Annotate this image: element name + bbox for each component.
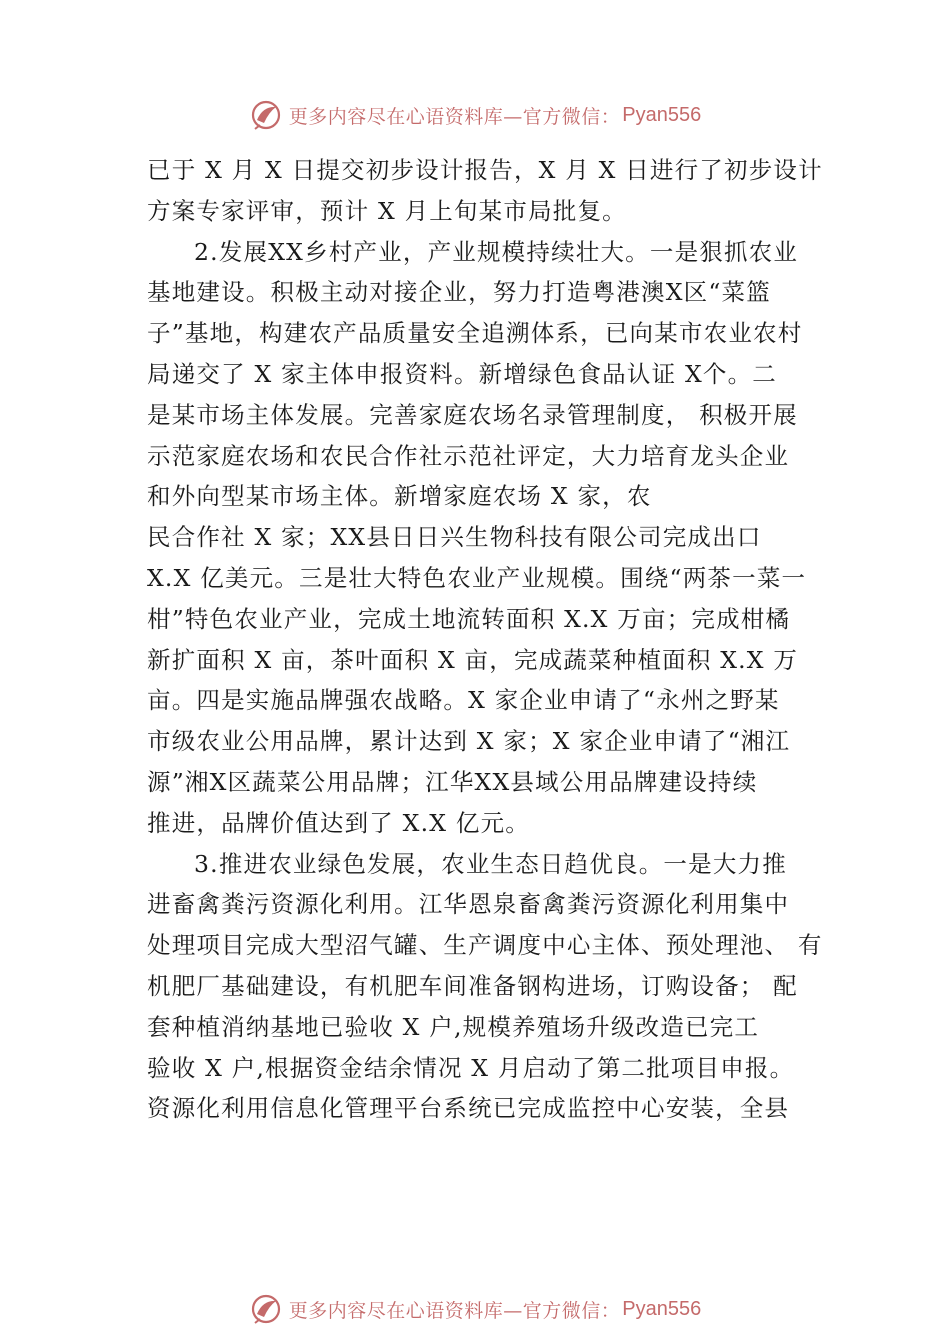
text-line: 进畜禽粪污资源化利用。江华恩泉畜禽粪污资源化利用集中 bbox=[147, 890, 790, 919]
text-line: 和外向型某市场主体。新增家庭农场 X 家，农 bbox=[147, 482, 652, 511]
text-line: 处理项目完成大型沼气罐、生产调度中心主体、预处理池、 有 bbox=[147, 931, 823, 960]
watermark-text: 更多内容尽在心语资料库—官方微信： bbox=[288, 1299, 621, 1322]
text-line: 资源化利用信息化管理平台系统已完成监控中心安装，全县 bbox=[147, 1094, 790, 1123]
text-line: 机肥厂基础建设，有机肥车间准备钢构进场，订购设备； 配 bbox=[147, 971, 798, 1000]
text-line: 柑”特色农业产业，完成土地流转面积 X.X 万亩；完成柑橘 bbox=[147, 604, 791, 633]
text-line: X.X 亿美元。三是壮大特色农业产业规模。围绕“两茶一菜一 bbox=[147, 563, 807, 592]
text-line: 市级农业公用品牌，累计达到 X 家；X 家企业申请了“湘江 bbox=[147, 727, 791, 756]
text-line: 基地建设。积极主动对接企业，努力打造粤港澳X区“菜篮 bbox=[147, 278, 771, 307]
text-line: 已于 X 月 X 日提交初步设计报告，X 月 X 日进行了初步设计 bbox=[147, 156, 823, 184]
text-line: 示范家庭农场和农民合作社示范社评定，大力培育龙头企业 bbox=[147, 441, 790, 470]
text-line: 民合作社 X 家；XX县日日兴生物科技有限公司完成出口 bbox=[147, 523, 762, 552]
watermark-wechat-id: Pyan556 bbox=[622, 1297, 702, 1320]
watermark-footer bbox=[0, 1292, 950, 1326]
watermark-text: 更多内容尽在心语资料库—官方微信： bbox=[288, 105, 621, 128]
paragraph-heading: 2.发展XX乡村产业，产业规模持续壮大。一是狠抓农业 bbox=[194, 237, 799, 266]
text-line: 子”基地，构建农产品质量安全追溯体系，已向某市农业农村 bbox=[147, 319, 803, 348]
text-line: 是某市场主体发展。完善家庭农场名录管理制度， 积极开展 bbox=[147, 400, 798, 429]
document-body bbox=[147, 150, 827, 1129]
brush-logo-icon bbox=[249, 1292, 283, 1326]
text-line: 套种植消纳基地已验收 X 户,规模养殖场升级改造已完工 bbox=[147, 1012, 760, 1041]
watermark-wechat-id: Pyan556 bbox=[622, 103, 702, 126]
text-line: 方案专家评审，预计 X 月上旬某市局批复。 bbox=[147, 196, 627, 225]
text-line: 局递交了 X 家主体申报资料。新增绿色食品认证 X个。二 bbox=[147, 359, 777, 388]
text-line: 源”湘X区蔬菜公用品牌；江华XX县域公用品牌建设持续 bbox=[147, 767, 758, 796]
text-line: 验收 X 户,根据资金结余情况 X 月启动了第二批项目申报。 bbox=[147, 1053, 795, 1082]
paragraph-heading: 3.推进农业绿色发展，农业生态日趋优良。一是大力推 bbox=[194, 849, 787, 878]
text-line: 新扩面积 X 亩，茶叶面积 X 亩，完成蔬菜种植面积 X.X 万 bbox=[147, 645, 799, 674]
watermark-header bbox=[0, 98, 950, 132]
text-line: 推进，品牌价值达到了 X.X 亿元。 bbox=[147, 808, 530, 837]
text-line: 亩。四是实施品牌强农战略。X 家企业申请了“永州之野某 bbox=[147, 686, 780, 715]
brush-logo-icon bbox=[249, 98, 283, 132]
